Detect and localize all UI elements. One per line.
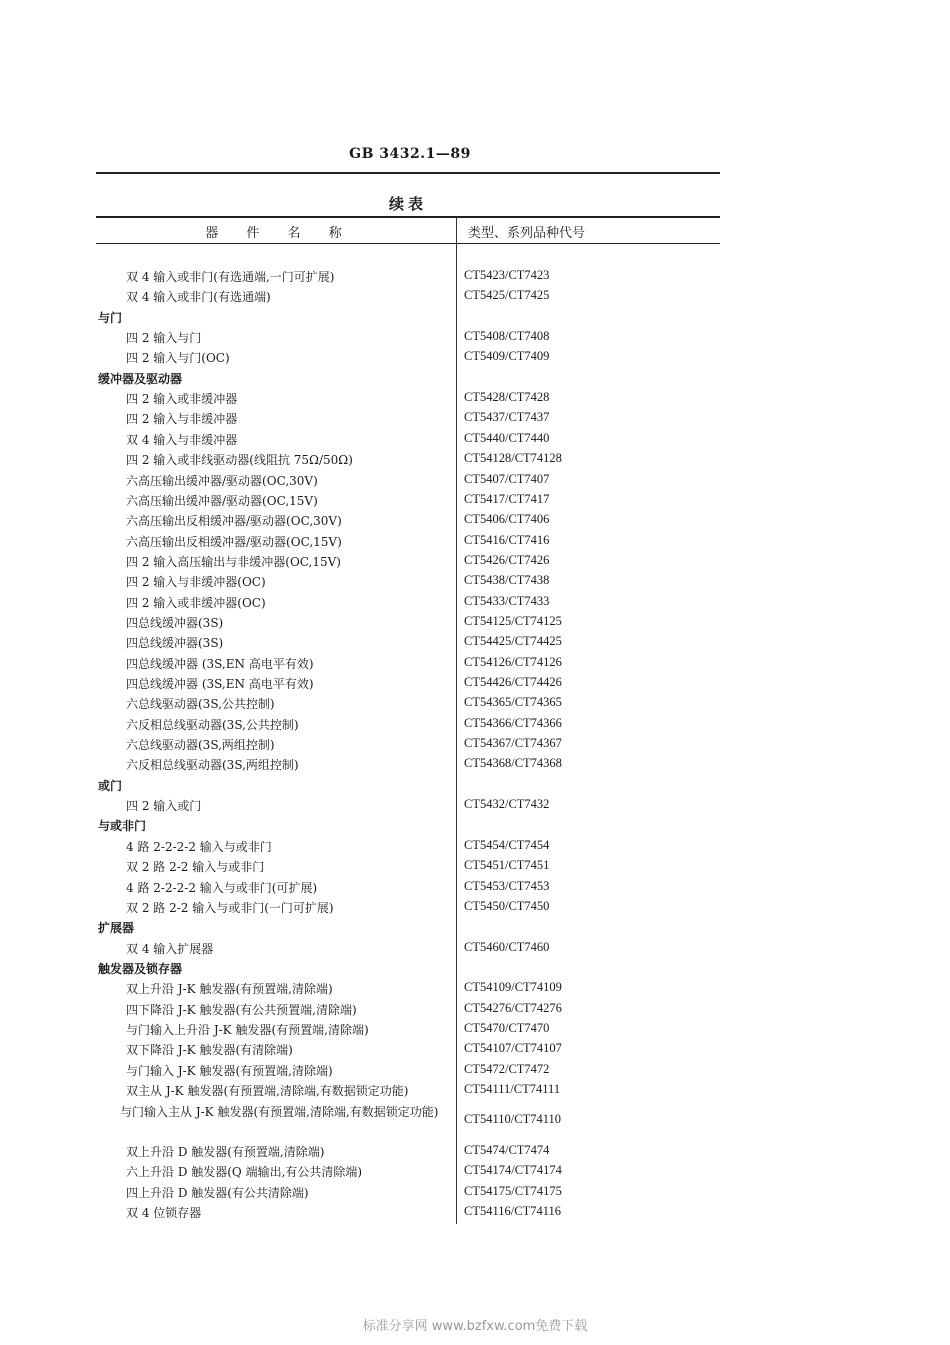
device-name: 双上升沿 D 触发器(有预置端,清除端)	[126, 1145, 325, 1159]
table-row	[0, 410, 950, 430]
table-row	[0, 1001, 950, 1021]
device-code: CT54111/CT74111	[464, 1082, 561, 1096]
device-code: CT5416/CT7416	[464, 533, 550, 547]
standard-code-header: GB 3432.1—89	[349, 146, 471, 162]
device-name: 四 2 输入与非缓冲器	[126, 412, 238, 426]
table-row	[0, 1041, 950, 1061]
device-name: 与门输入 J-K 触发器(有预置端,清除端)	[126, 1064, 333, 1078]
device-name: 六高压输出缓冲器/驱动器(OC,15V)	[126, 494, 318, 508]
device-code: CT5428/CT7428	[464, 390, 550, 404]
table-row	[0, 940, 950, 960]
category-row	[0, 817, 950, 837]
device-code: CT5450/CT7450	[464, 899, 550, 913]
table-row	[0, 655, 950, 675]
device-name: 双 4 输入或非门(有选通端,一门可扩展)	[126, 270, 335, 284]
device-code: CT54110/CT74110	[464, 1112, 561, 1126]
table-row	[0, 879, 950, 899]
device-code: CT5440/CT7440	[464, 431, 550, 445]
device-name: 四 2 输入或非线驱动器(线阻抗 75Ω/50Ω)	[126, 453, 353, 467]
device-code: CT5460/CT7460	[464, 940, 550, 954]
device-name: 4 路 2-2-2-2 输入与或非门	[126, 840, 272, 854]
table-row	[0, 1062, 950, 1082]
device-code: CT54125/CT74125	[464, 614, 562, 628]
category-row	[0, 370, 950, 390]
device-code: CT5454/CT7454	[464, 838, 550, 852]
device-name: 四 2 输入与门	[126, 331, 202, 345]
device-name: 4 路 2-2-2-2 输入与或非门(可扩展)	[126, 881, 318, 895]
device-code: CT5417/CT7417	[464, 492, 550, 506]
device-code: CT5406/CT7406	[464, 512, 550, 526]
device-name: 四下降沿 J-K 触发器(有公共预置端,清除端)	[126, 1003, 357, 1017]
device-name: 双 2 路 2-2 输入与或非门	[126, 860, 265, 874]
device-name: 六反相总线驱动器(3S,公共控制)	[126, 718, 299, 732]
device-name: 六高压输出反相缓冲器/驱动器(OC,30V)	[126, 514, 342, 528]
device-code: CT5407/CT7407	[464, 472, 550, 486]
table-row	[0, 695, 950, 715]
device-code: CT5451/CT7451	[464, 858, 550, 872]
device-name: 四上升沿 D 触发器(有公共清除端)	[126, 1186, 309, 1200]
column-header-code: 类型、系列品种代号	[468, 226, 586, 241]
device-code: CT5409/CT7409	[464, 349, 550, 363]
device-code: CT5426/CT7426	[464, 553, 550, 567]
device-name: 六总线驱动器(3S,公共控制)	[126, 697, 275, 711]
table-row	[0, 512, 950, 532]
table-header-rule	[96, 243, 720, 244]
device-name: 四 2 输入或非缓冲器(OC)	[126, 596, 266, 610]
category-label: 与门	[98, 311, 123, 325]
table-row	[0, 614, 950, 634]
device-name: 与门输入上升沿 J-K 触发器(有预置端,清除端)	[126, 1023, 369, 1037]
table-row	[0, 390, 950, 410]
device-name: 四 2 输入或门	[126, 799, 202, 813]
table-row	[0, 716, 950, 736]
table-row	[0, 288, 950, 308]
table-row	[0, 329, 950, 349]
device-name: 双主从 J-K 触发器(有预置端,清除端,有数据锁定功能)	[126, 1084, 409, 1098]
category-row	[0, 777, 950, 797]
device-code: CT54276/CT74276	[464, 1001, 562, 1015]
table-row	[0, 1021, 950, 1041]
table-row	[0, 553, 950, 573]
device-code: CT54368/CT74368	[464, 756, 562, 770]
device-code: CT54174/CT74174	[464, 1163, 562, 1177]
device-name: 双 2 路 2-2 输入与或非门(一门可扩展)	[126, 901, 334, 915]
device-code: CT54425/CT74425	[464, 634, 562, 648]
device-name: 双下降沿 J-K 触发器(有清除端)	[126, 1043, 293, 1057]
table-row	[0, 756, 950, 776]
table-row	[0, 492, 950, 512]
device-code: CT54109/CT74109	[464, 980, 562, 994]
category-label: 触发器及锁存器	[98, 962, 183, 976]
device-code: CT54366/CT74366	[464, 716, 562, 730]
device-code: CT54365/CT74365	[464, 695, 562, 709]
table-row	[0, 675, 950, 695]
table-continued-title: 续表	[388, 195, 427, 213]
category-row	[0, 919, 950, 939]
table-row	[0, 980, 950, 1000]
device-name: 六反相总线驱动器(3S,两组控制)	[126, 758, 299, 772]
device-name: 双 4 输入与非缓冲器	[126, 433, 238, 447]
table-row	[0, 838, 950, 858]
column-header-name: 器 件 名 称	[205, 226, 343, 241]
header-rule	[96, 172, 720, 174]
table-row	[0, 1204, 950, 1224]
footer-watermark: 标准分享网 www.bzfxw.com免费下载	[362, 1319, 588, 1334]
device-code: CT5437/CT7437	[464, 410, 550, 424]
table-row	[0, 431, 950, 451]
device-name: 双 4 位锁存器	[126, 1206, 202, 1220]
device-code: CT54107/CT74107	[464, 1041, 562, 1055]
device-code: CT5423/CT7423	[464, 268, 550, 282]
table-row	[0, 472, 950, 492]
device-code: CT5474/CT7474	[464, 1143, 550, 1157]
device-name: 六高压输出缓冲器/驱动器(OC,30V)	[126, 474, 318, 488]
device-code: CT54426/CT74426	[464, 675, 562, 689]
table-row	[0, 634, 950, 654]
device-code: CT5438/CT7438	[464, 573, 550, 587]
table-top-rule	[96, 216, 720, 218]
device-name: 四总线缓冲器(3S)	[126, 636, 224, 650]
device-name: 六上升沿 D 触发器(Q 端输出,有公共清除端)	[126, 1165, 363, 1179]
table-row	[0, 573, 950, 593]
table-row	[0, 1184, 950, 1204]
device-name: 四总线缓冲器 (3S,EN 高电平有效)	[126, 677, 314, 691]
category-label: 或门	[98, 779, 123, 793]
device-name: 四总线缓冲器(3S)	[126, 616, 224, 630]
category-label: 扩展器	[98, 921, 135, 935]
table-row	[0, 594, 950, 614]
device-code: CT5453/CT7453	[464, 879, 550, 893]
table-row	[0, 1082, 950, 1102]
device-code: CT54116/CT74116	[464, 1204, 561, 1218]
category-row	[0, 309, 950, 329]
category-label: 与或非门	[98, 819, 147, 833]
table-row	[0, 899, 950, 919]
table-row	[0, 451, 950, 471]
table-row	[0, 268, 950, 288]
device-code: CT54367/CT74367	[464, 736, 562, 750]
device-code: CT5425/CT7425	[464, 288, 550, 302]
device-name: 四 2 输入与门(OC)	[126, 351, 230, 365]
category-row	[0, 960, 950, 980]
device-name: 四 2 输入或非缓冲器	[126, 392, 238, 406]
device-name: 四 2 输入与非缓冲器(OC)	[126, 575, 266, 589]
device-name: 四 2 输入高压输出与非缓冲器(OC,15V)	[126, 555, 341, 569]
device-code: CT54175/CT74175	[464, 1184, 562, 1198]
device-name: 六高压输出反相缓冲器/驱动器(OC,15V)	[126, 535, 342, 549]
device-code: CT5433/CT7433	[464, 594, 550, 608]
device-code: CT5408/CT7408	[464, 329, 550, 343]
table-row	[0, 736, 950, 756]
table-row	[0, 1102, 950, 1142]
device-code: CT5472/CT7472	[464, 1062, 550, 1076]
device-name: 双 4 输入或非门(有选通端)	[126, 290, 271, 304]
table-row	[0, 1143, 950, 1163]
table-row	[0, 797, 950, 817]
device-code: CT5470/CT7470	[464, 1021, 550, 1035]
category-label: 缓冲器及驱动器	[98, 372, 183, 386]
table-row	[0, 349, 950, 369]
device-code: CT54128/CT74128	[464, 451, 562, 465]
table-row	[0, 1163, 950, 1183]
device-code: CT5432/CT7432	[464, 797, 550, 811]
device-name: 双上升沿 J-K 触发器(有预置端,清除端)	[126, 982, 333, 996]
device-name: 与门输入主从 J-K 触发器(有预置端,清除端,有数据锁定功能)	[120, 1105, 439, 1119]
device-name: 四总线缓冲器 (3S,EN 高电平有效)	[126, 657, 314, 671]
device-code: CT54126/CT74126	[464, 655, 562, 669]
device-name: 六总线驱动器(3S,两组控制)	[126, 738, 275, 752]
table-row	[0, 533, 950, 553]
table-row	[0, 858, 950, 878]
device-name: 双 4 输入扩展器	[126, 942, 214, 956]
